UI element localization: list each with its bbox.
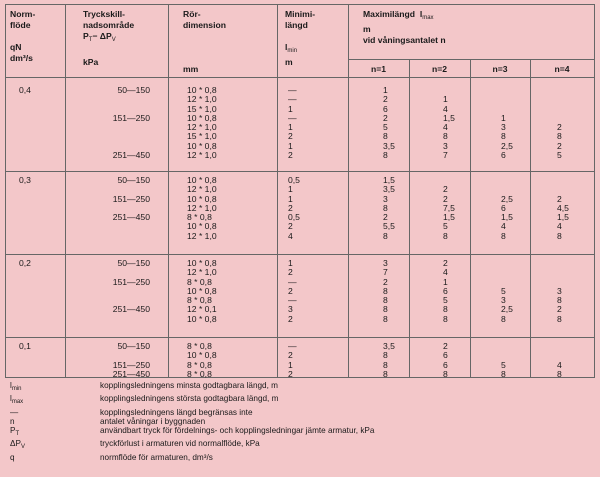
legend-symbol: — xyxy=(10,407,19,417)
cell-n1: 1,5 3,5 3 8 2 5,5 8 xyxy=(383,175,395,241)
cell-flow: 0,2 xyxy=(19,258,31,268)
header-flow: Norm- flöde qN dm³/s xyxy=(10,9,36,63)
cell-n3: 1 3 8 2,5 6 xyxy=(501,112,513,161)
cell-min-length: 1 2 — 2 — 3 2 xyxy=(288,258,297,324)
cell-n2: 2 6 6 8 xyxy=(443,341,448,379)
cell-n4: 3 8 2 8 xyxy=(557,285,562,324)
legend-text: kopplingsledningens största godtagbara längd, m xyxy=(100,394,279,404)
cell-n1: 1 2 6 2 5 8 3,5 8 xyxy=(383,85,395,161)
legend-text: normflöde för armaturen, dm³/s xyxy=(100,452,213,462)
cell-min-length: — — 1 — 1 2 1 2 xyxy=(288,85,297,161)
header-max-length: Maximilängd $l_{max}$ m vid våningsantalet n xyxy=(363,9,446,45)
header-n1: n=1 xyxy=(370,64,387,74)
legend-symbol: q xyxy=(10,452,15,462)
cell-min-length: 0,5 1 1 2 0,5 2 4 xyxy=(288,175,300,241)
legend-row xyxy=(5,381,595,394)
header-n3: n=3 xyxy=(492,64,508,74)
header-n4: n=4 xyxy=(554,64,570,74)
cell-n2: 2 2 7,5 1,5 5 8 xyxy=(443,184,455,241)
cell-n4: 2 8 2 5 xyxy=(557,122,562,161)
legend-text: kopplingsledningens minsta godtagbara längd, m xyxy=(100,381,278,390)
legend xyxy=(5,381,595,462)
legend-row xyxy=(5,426,595,439)
header-pressure: Tryckskill- nadsområde $P_T- \Delta P_V$ kPa xyxy=(83,9,135,67)
legend-symbol: $l_{max}$ xyxy=(10,394,24,406)
cell-n2: 1 4 1,5 4 8 3 7 xyxy=(443,94,455,161)
cell-dimension: 10 * 0,8 12 * 1,0 8 * 0,8 10 * 0,8 8 * 0,8 12 * 0,1 10 * 0,8 xyxy=(187,258,217,324)
legend-row xyxy=(5,453,595,462)
header-n2: n=2 xyxy=(431,64,448,74)
cell-n3: 2,5 6 1,5 4 8 xyxy=(501,193,513,241)
cell-min-length: — 2 1 2 xyxy=(288,341,297,379)
legend-symbol: $l_{min}$ xyxy=(10,381,22,392)
header-dimension: Rör- dimension mm xyxy=(183,9,226,74)
cell-pressure: 50—150 151—250 251—450 xyxy=(112,175,150,223)
legend-text: tryckförlust i armaturen vid normalflöde, kPa xyxy=(100,439,260,449)
legend-symbol: $P_T$ xyxy=(10,426,20,438)
cell-pressure: 50—150 151—250 251—450 xyxy=(112,85,150,161)
cell-n4: 2 4,5 1,5 4 8 xyxy=(557,193,569,241)
legend-text: kopplingsledningens längd begränsas inte xyxy=(100,407,253,417)
cell-flow: 0,4 xyxy=(19,85,31,95)
cell-flow: 0,3 xyxy=(19,175,31,185)
cell-dimension: 10 * 0,8 12 * 1,0 10 * 0,8 12 * 1,0 8 * 0,8 10 * 0,8 12 * 1,0 xyxy=(187,175,217,241)
legend-row xyxy=(5,408,595,417)
cell-n2: 2 4 1 6 5 8 8 xyxy=(443,258,448,324)
legend-symbol: $\Delta P_V$ xyxy=(10,439,25,451)
legend-text: användbart tryck för fördelnings- och kopplingsledningar jämte armatur, kPa xyxy=(100,426,375,436)
cell-pressure: 50—150 151—250 251—450 xyxy=(112,341,150,379)
legend-text: antalet våningar i byggnaden xyxy=(100,416,206,426)
cell-n1: 3,5 8 8 8 xyxy=(383,341,395,379)
cell-flow: 0,1 xyxy=(19,341,31,351)
legend-row xyxy=(5,394,595,407)
cell-n1: 3 7 2 8 8 8 8 xyxy=(383,258,388,324)
cell-n4: 4 8 xyxy=(557,359,562,379)
cell-n3: 5 3 2,5 8 xyxy=(501,285,513,324)
legend-row xyxy=(5,417,595,426)
legend-symbol: n xyxy=(10,416,15,426)
cell-n3: 5 8 xyxy=(501,359,506,379)
cell-pressure: 50—150 151—250 251—450 xyxy=(112,258,150,315)
legend-row xyxy=(5,439,595,452)
cell-dimension: 10 * 0,8 12 * 1,0 15 * 1,0 10 * 0,8 12 * 1,0 15 * 1,0 10 * 0,8 12 * 1,0 xyxy=(187,85,217,161)
header-min-length: Minimi- längd $l_{min}$ m xyxy=(285,9,316,67)
cell-dimension: 8 * 0,8 10 * 0,8 8 * 0,8 8 * 0,8 xyxy=(187,341,217,379)
pipe-dimension-table xyxy=(5,4,595,378)
